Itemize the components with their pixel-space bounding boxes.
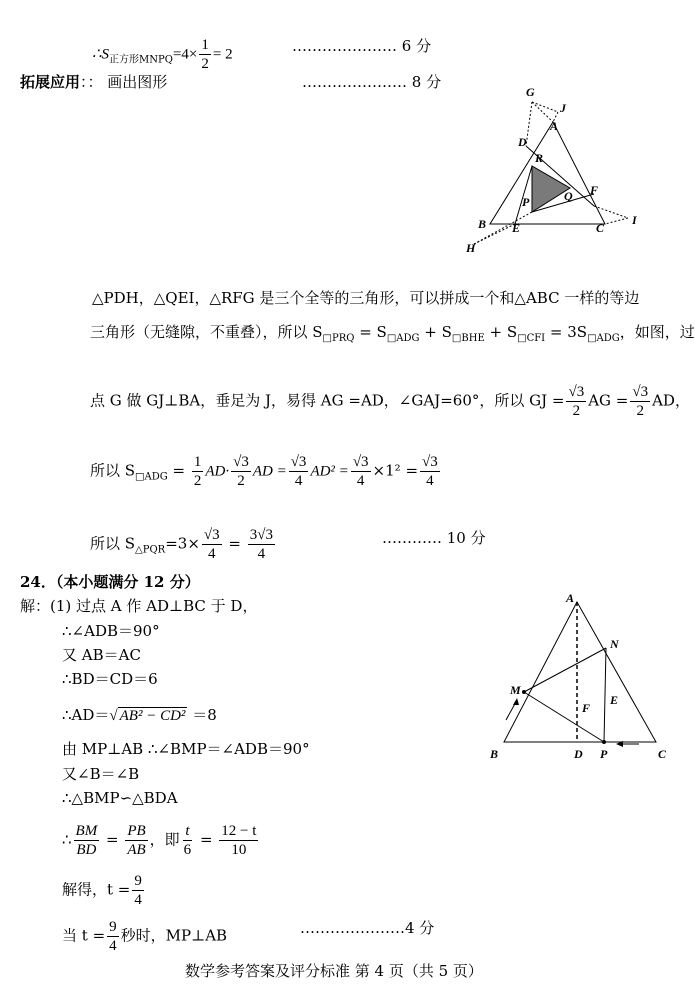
figure-equilateral-triangle xyxy=(460,84,650,256)
solution-line-3: 又 AB＝AC xyxy=(62,646,141,664)
question-24-heading: 24．（本小题满分 12 分） xyxy=(20,573,200,591)
fig1-label-B: B xyxy=(478,217,487,231)
score-10: ………… 10 分 xyxy=(382,529,486,547)
fig1-label-D: D xyxy=(518,135,527,149)
extension-heading: 拓展应用：： 画出图形 xyxy=(20,73,168,91)
fig2-label-C: C xyxy=(658,747,667,761)
fig2-label-N: N xyxy=(610,637,619,651)
fig1-label-C: C xyxy=(596,221,605,235)
score-8: ………………… 8 分 xyxy=(302,73,442,91)
solution-line-11: 当 t = $\frac{9}{4}$ 秒时，MP⊥AB xyxy=(62,919,228,954)
fig1-label-J: J xyxy=(560,101,566,115)
fig2-label-D: D xyxy=(574,747,583,761)
solution-line-2: ∴∠ADB＝90° xyxy=(62,622,160,640)
fig1-label-F: F xyxy=(590,183,599,197)
fig2-label-E: E xyxy=(610,693,619,707)
fig1-label-Q: Q xyxy=(564,189,573,203)
page-footer: 数学参考答案及评分标准 第 4 页（共 5 页） xyxy=(185,962,483,980)
fig1-label-I: I xyxy=(632,213,637,227)
area-result-line: $\therefore S_{正方形MNPQ}=4\times$ $\frac{1}{2}$ = 2 xyxy=(92,37,233,72)
fig1-label-G: G xyxy=(526,85,535,99)
solution-line-9: ∴ $\frac{BM}{BD}$ = $\frac{PB}{AB}$ ，即 $\frac{t}{6}$ = $\frac{12 - t}{10}$ xyxy=(62,823,257,858)
solution-line-5: ∴AD＝√ AB² − CD² ＝8 xyxy=(62,706,217,724)
fraction: $\frac{1}{2}$ xyxy=(201,37,209,72)
fig1-label-H: H xyxy=(466,241,476,255)
fig2-label-B: B xyxy=(490,747,499,761)
score-6: ………………… 6 分 xyxy=(292,37,432,55)
fig1-label-P: P xyxy=(522,195,530,209)
paragraph-line-2: 三角形（无缝隙，不重叠），所以 $S_{□PRQ} = S_{□ADG} + S_{□BHE} + S_{□CFI} = 3S_{□ADG}$，如图，过 xyxy=(90,323,695,344)
solution-line-10: 解得，t = $\frac{9}{4}$ xyxy=(62,873,142,908)
paragraph-line-1: △PDH，△QEI，△RFG 是三个全等的三角形，可以拼成一个和△ABC 一样的等边 xyxy=(92,289,640,307)
solution-line-7: 又∠B＝∠B xyxy=(62,765,140,783)
fig2-label-A: A xyxy=(566,591,575,605)
fig1-label-R: R xyxy=(535,151,544,165)
solution-line-6: 由 MP⊥AB ∴∠BMP＝∠ADB＝90° xyxy=(62,740,310,758)
score-4: …………………4 分 xyxy=(300,919,435,937)
solution-line-8: ∴△BMP∽△BDA xyxy=(62,789,178,807)
paragraph-line-3: 点 G 做 GJ⊥BA，垂足为 J，易得 AG =AD，∠GAJ=60°，所以 GJ = $\frac{√3}{2}$ AG = $\frac{√3}{2}$ AD， xyxy=(90,384,690,419)
fig2-label-M: M xyxy=(510,683,521,697)
figure-isosceles-triangle xyxy=(484,592,674,770)
solution-line-4: ∴BD＝CD＝6 xyxy=(62,670,158,688)
fig1-label-E: E xyxy=(512,221,521,235)
solution-line-1: 解：(1) 过点 A 作 AD⊥BC 于 D， xyxy=(20,597,258,615)
paragraph-line-5: 所以 $S_{\triangle PQR}=3\times$ $\frac{√3}{4}$ = $\frac{3√3}{4}$ xyxy=(90,527,273,562)
fig2-label-P: P xyxy=(600,747,608,761)
fig2-label-F: F xyxy=(582,701,591,715)
fig1-label-A: A xyxy=(550,119,559,133)
paragraph-line-4: 所以 $S_{□ADG}$ = $\frac{1}{2}$ AD· $\frac{√3}{2}$ AD = $\frac{√3}{4}$ AD² = $\frac{√3}{4}$ ×1² = $\frac{√3}{4}$ xyxy=(90,454,438,489)
